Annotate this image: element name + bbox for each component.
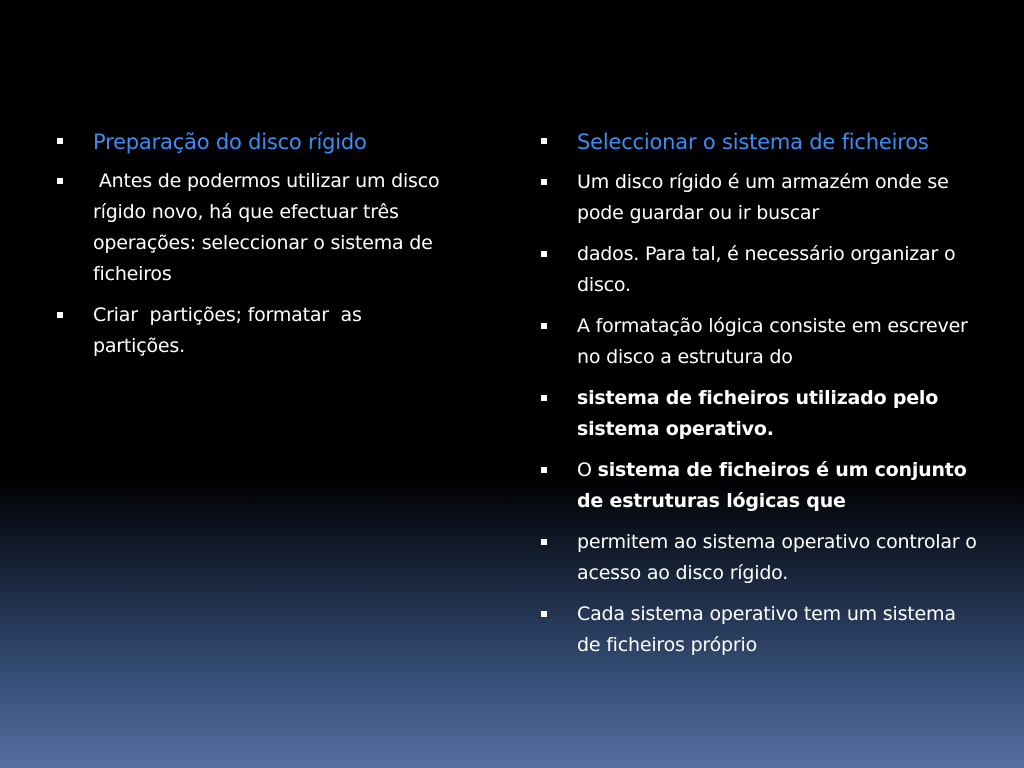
square-bullet-icon (541, 179, 547, 185)
list-item (540, 599, 980, 661)
list-item (540, 239, 980, 301)
square-bullet-icon (541, 467, 547, 473)
list-item-text: A formatação lógica consiste em escrever no disco a estrutura do (577, 315, 968, 368)
list-item-text: Criar partições; formatar as partições. (93, 304, 368, 357)
list-item (540, 527, 980, 589)
list-item-bold-text: sistema de ficheiros utilizado pelo sistema operativo. (577, 387, 939, 440)
list-item-text: Cada sistema operativo tem um sistema de ficheiros próprio (577, 603, 956, 656)
square-bullet-icon (57, 178, 63, 184)
right-bullet-list (540, 125, 980, 661)
list-item (540, 455, 980, 517)
list-item (56, 300, 456, 362)
square-bullet-icon (541, 323, 547, 329)
left-heading-item (56, 125, 456, 159)
list-item-bold-text: sistema de ficheiros é um conjunto de estruturas lógicas que (577, 459, 967, 512)
square-bullet-icon (541, 251, 547, 257)
square-bullet-icon (57, 312, 63, 318)
list-item-text: dados. Para tal, é necessário organizar o disco. (577, 243, 956, 296)
square-bullet-icon (541, 395, 547, 401)
right-heading-item (540, 125, 980, 159)
left-column (56, 125, 456, 372)
left-bullet-list (56, 125, 456, 362)
list-item-text: permitem ao sistema operativo controlar o acesso ao disco rígido. (577, 531, 977, 584)
list-item-text: Antes de podermos utilizar um disco rígido novo, há que efectuar três operações: seleccionar o sistema de ficheiros (93, 170, 446, 285)
square-bullet-icon (541, 539, 547, 545)
list-item (540, 383, 980, 445)
right-heading-text: Seleccionar o sistema de ficheiros (577, 130, 929, 154)
square-bullet-icon (541, 138, 547, 144)
list-item (540, 167, 980, 229)
list-item-prefix: O (577, 459, 598, 481)
left-heading-text: Preparação do disco rígido (93, 130, 367, 154)
list-item (56, 166, 456, 290)
square-bullet-icon (57, 138, 63, 144)
list-item-text: Um disco rígido é um armazém onde se pode guardar ou ir buscar (577, 171, 949, 224)
right-column (540, 125, 980, 671)
square-bullet-icon (541, 611, 547, 617)
list-item (540, 311, 980, 373)
